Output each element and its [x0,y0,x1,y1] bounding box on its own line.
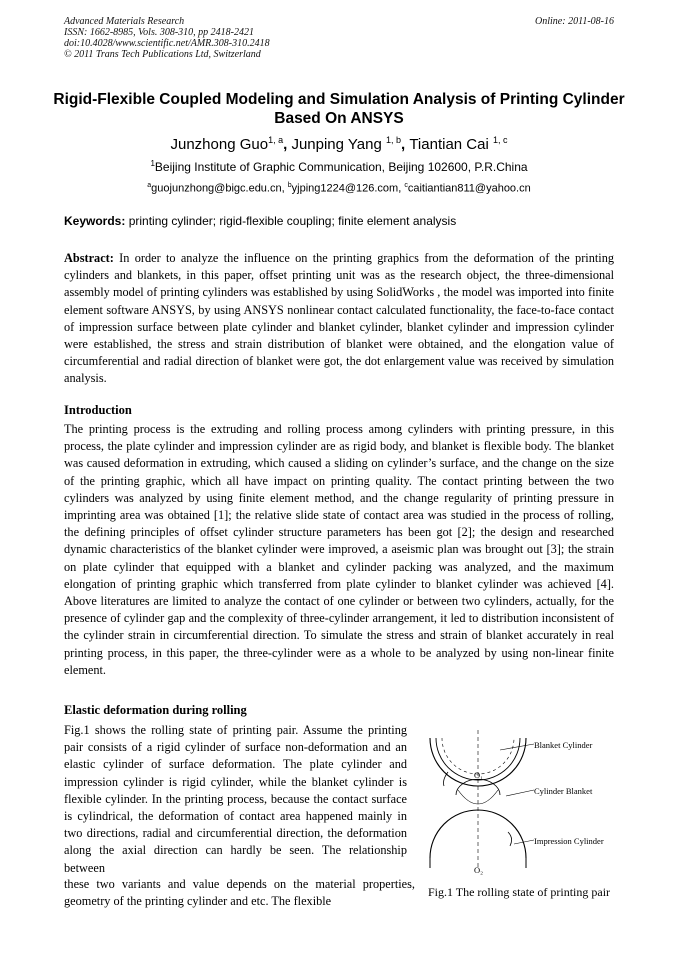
keywords-text: printing cylinder; rigid-flexible coupling; finite element analysis [128,214,457,228]
email-superscript: c [404,182,408,189]
journal-name: Advanced Materials Research [64,16,185,27]
introduction-text: The printing process is the extruding and rolling process among cylinders with printing pressure, in this process, the plate cylinder and impression cylinder are as rigid body, and blanket is flexible body. The blanket was caused deformation in extruding, which caused a sliding on cylinder’s surface, and the change on the size of the printing graphic, which all have impact on printing quality. The contact printing between the two cylinders was analyzed by using finite element method, and the change regularity of printing pressure in imprinting area was obtained [1]; the relative slide state of contact area was studied in the process of rolling, the defining principles of offset cylinder structure parameters has been got [2]; the design and researched dynamic characteristics of the blanket cylinder were improved, a aseismic plan was brought out [3]; the strain on plate cylinder that equipped with a blanket and cylinder packing was analyzed, and the maximum elongation of printing graphic which transferred from plate cylinder to blanket cylinder was achieved [4]. Above literatures are limited to analyze the contact of one cylinder or between two cylinders, actually, for the presence of cylinder gap and the complexity of three-cylinder arrangement, it led to distribution inconsistent of the cylinder strain in circumferential direction. To simulate the stress and strain of blanket accurately in real printing process, in this paper, the three-cylinder were as a whole to be analyzed by using non-linear finite element. [64,422,614,677]
label-leader-line [506,790,534,796]
email-link[interactable]: yjping1224@126.com [291,182,399,195]
rolling-state-figure [418,730,618,878]
keywords [64,214,624,229]
cylinder-blanket-label: Cylinder Blanket [534,786,593,796]
journal-header [64,16,270,60]
figure-caption: Fig.1 The rolling state of printing pair [427,885,611,899]
author-name: Tiantian Cai [409,136,489,153]
paper-title: Rigid-Flexible Coupled Modeling and Simulation Analysis of Printing Cylinder Based On ANSYS [53,91,625,127]
email-link[interactable]: caitiantian811@yahoo.cn [407,182,531,195]
elastic-text: Fig.1 shows the rolling state of printing pair. Assume the printing pair consists of a rigid cylinder of surface non-deformation and an elastic cylinder of surface deformation. The plate cylinder and impression cylinder is rigid cylinder, while the blanket cylinder is flexible cylinder. In the printing process, because the contact surface is cylindrical, the deformation of contact area happened mainly in two directions, radial and circumferential direction, the deformation along the axial direction can hardly be seen. The relationship between [64,723,407,875]
online-date: Online: 2011-08-16 [535,16,614,27]
rotation-arrow [508,832,512,846]
affiliation-superscript: 1 [150,159,155,168]
author-name: Junping Yang [291,136,382,153]
abstract-label: Abstract: [64,251,114,265]
author-superscript: 1, b [385,135,401,145]
introduction-heading: Introduction [64,403,132,417]
issn-line: ISSN: 1662-8985, Vols. 308-310, pp 2418-2421 [64,27,254,38]
blanket-cylinder-label: Blanket Cylinder [534,740,593,750]
center-mark: O₁ [474,770,484,780]
keywords-label: Keywords: [64,214,126,228]
elastic-heading: Elastic deformation during rolling [64,703,247,717]
author-superscript: 1, a [268,135,284,145]
affiliation-text: Beijing Institute of Graphic Communication, Beijing 102600, P.R.China [154,160,528,174]
label-leader-line [500,744,534,750]
doi-line: doi:10.4028/www.scientific.net/AMR.308-310.2418 [64,38,270,49]
email-superscript: b [287,182,292,189]
impression-cylinder-label: Impression Cylinder [534,836,604,846]
email-superscript: a [147,182,152,189]
elastic-text-continued: these two variants and value depends on the material properties, geometry of the printing cylinder and etc. The flexible [64,877,415,909]
author-list: Junzhong Guo$^{1, a}$, Junping Yang $^{1, b}$, Tiantian Cai $^{1, c}$ [170,135,508,153]
abstract-text: In order to analyze the influence on the printing graphics from the deformation of the printing cylinders and blankets, in this paper, offset printing unit was as the research object, the three-dimensional assembly model of printing cylinders was established by using SolidWorks , the model was imported into finite element software ANSYS, by using ANSYS nonlinear contact calculated functionality, the face-to-face contact of impression surface between plate cylinder and blanket cylinder, blanket cylinder and impression cylinder were established, the stress and strain distribution of blanket were obtained, and the elongation value of circumferential and radial direction of blanket were got, the dot enlargement value was received by simulation analysis. [64,251,614,386]
center-mark: O₂ [474,865,484,875]
affiliation [40,156,638,175]
email-link[interactable]: guojunzhong@bigc.edu.cn [151,182,282,195]
copyright-line: © 2011 Trans Tech Publications Ltd, Switzerland [64,49,261,60]
author-superscript: 1, c [492,135,508,145]
author-name: Junzhong Guo [170,136,269,153]
abstract [64,250,614,388]
email-list: $^a$guojunzhong@bigc.edu.cn, $^b$yjping1224@126.com, $^c$caitiantian811@yahoo.cn [147,182,531,195]
